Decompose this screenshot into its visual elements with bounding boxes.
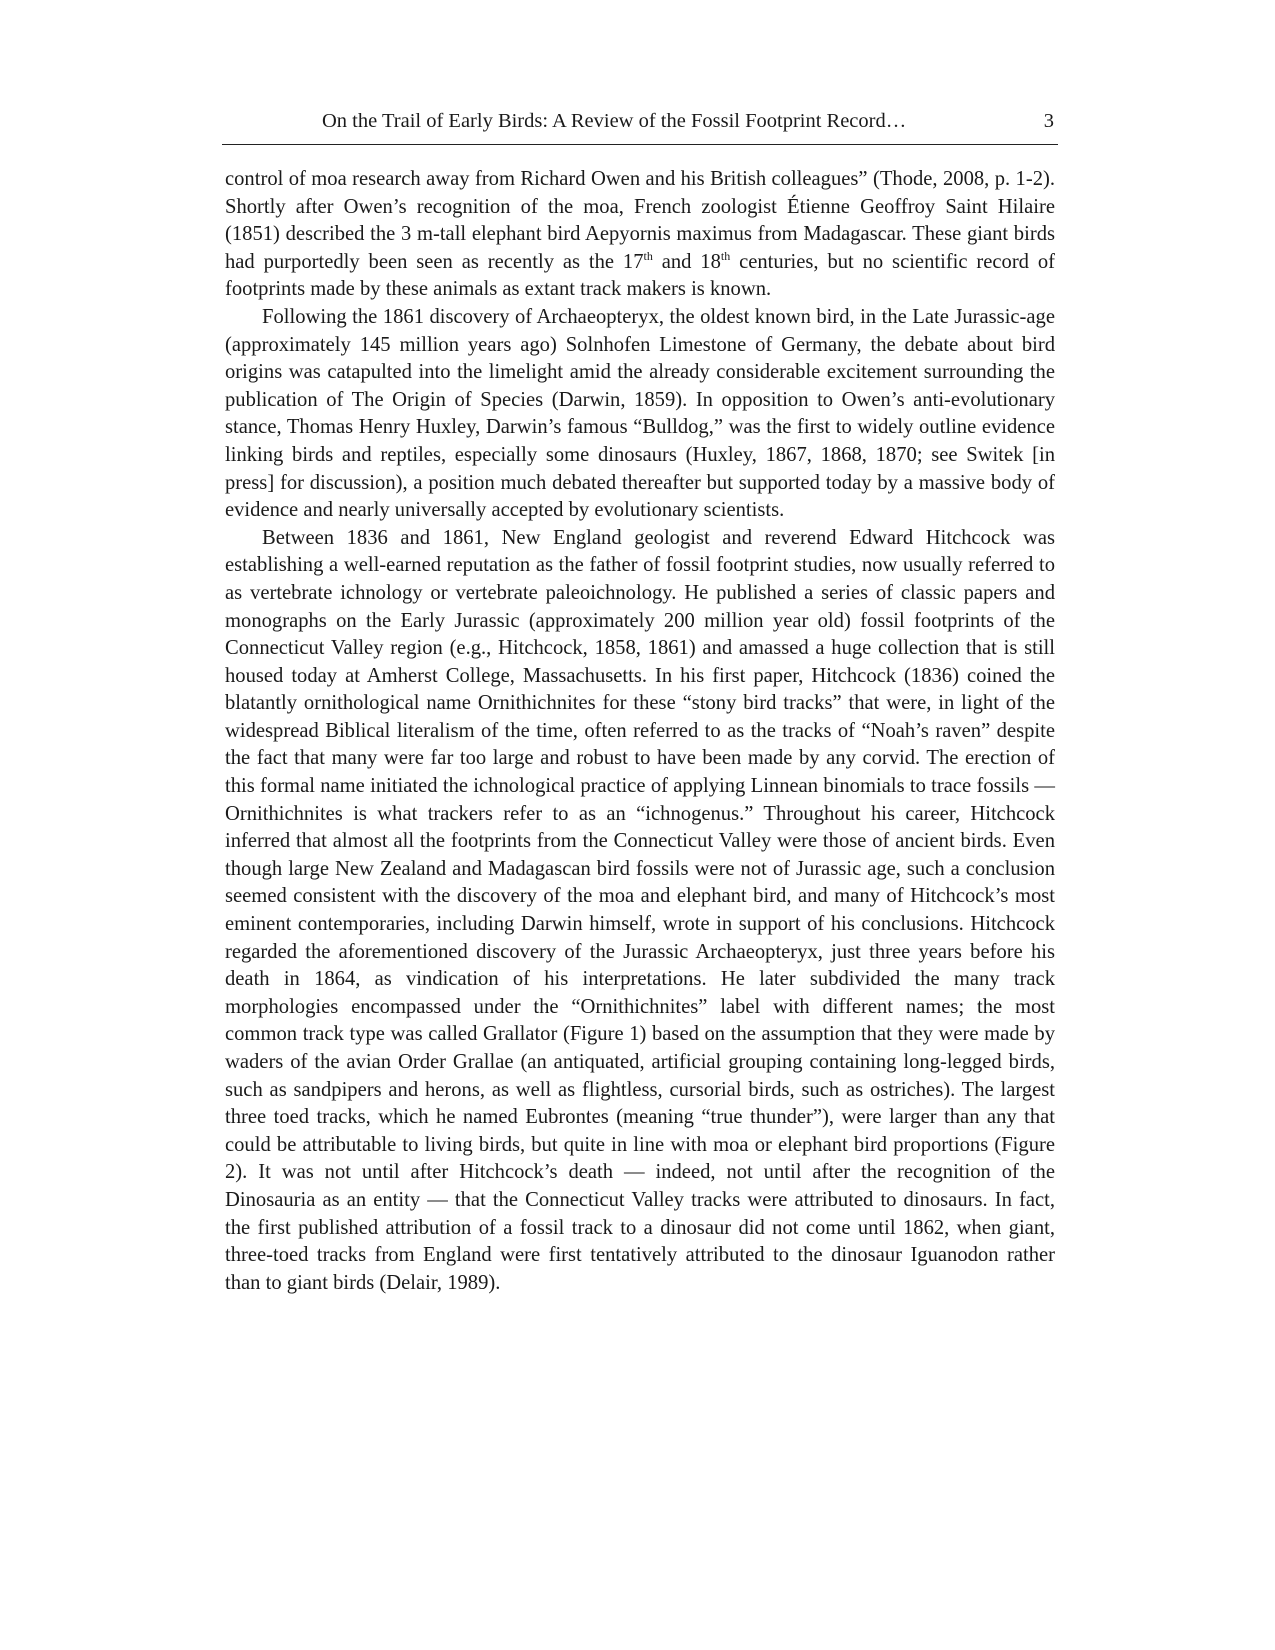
paragraph-1 — [225, 166, 1055, 304]
superscript-th: th — [643, 248, 653, 263]
paragraph-1-text-c: centuries, but no scientific record of footprints made by these animals as extant track makers is known. — [225, 250, 1055, 301]
running-header — [222, 108, 1058, 145]
paragraph-3: Between 1836 and 1861, New England geologist and reverend Edward Hitchcock was establishing a well-earned reputation as the father of fossil footprint studies, now usually referred to as vertebrate ichnology or vertebrate paleoichnology. He published a series of classic papers and monographs on the Early Jurassic (approximately 200 million year old) fossil footprints of the Connecticut Valley region (e.g., Hitchcock, 1858, 1861) and amassed a huge collection that is still housed today at Amherst College, Massachusetts. In his first paper, Hitchcock (1836) coined the blatantly ornithological name Ornithichnites for these “stony bird tracks” that were, in light of the widespread Biblical literalism of the time, often referred to as the tracks of “Noah’s raven” despite the fact that many were far too large and robust to have been made by any corvid. The erection of this formal name initiated the ichnological practice of applying Linnean binomials to trace fossils — Ornithichnites is what trackers refer to as an “ichnogenus.” Throughout his career, Hitchcock inferred that almost all the footprints from the Connecticut Valley were those of ancient birds. Even though large New Zealand and Madagascan bird fossils were not of Jurassic age, such a conclusion seemed consistent with the discovery of the moa and elephant bird, and many of Hitchcock’s most eminent contemporaries, including Darwin himself, wrote in support of his conclusions. Hitchcock regarded the aforementioned discovery of the Jurassic Archaeopteryx, just three years before his death in 1864, as vindication of his interpretations. He later subdivided the many track morphologies encompassed under the “Ornithichnites” label with different names; the most common track type was called Grallator (Figure 1) based on the assumption that they were made by waders of the avian Order Grallae (an antiquated, artificial grouping containing long-legged birds, such as sandpipers and herons, as well as flightless, cursorial birds, such as ostriches). The largest three toed tracks, which he named Eubrontes (meaning “true thunder”), were larger than any that could be attributable to living birds, but quite in line with moa or elephant bird proportions (Figure 2). It was not until after Hitchcock’s death — indeed, not until after the recognition of the Dinosauria as an entity — that the Connecticut Valley tracks were attributed to dinosaurs. In fact, the first published attribution of a fossil track to a dinosaur did not come until 1862, when giant, three-toed tracks from England were first tentatively attributed to the dinosaur Iguanodon rather than to giant birds (Delair, 1989). — [225, 526, 1055, 1294]
superscript-th: th — [720, 248, 731, 263]
running-title: On the Trail of Early Birds: A Review of the Fossil Footprint Record… — [322, 110, 907, 132]
paragraph-1-text-b: and 18 — [652, 250, 721, 273]
page-number: 3 — [1043, 110, 1054, 132]
paragraph-1-text-a: control of moa research away from Richard Owen and his British colleagues” (Thode, 2008, p. 1-2). Shortly after Owen’s recognition of the moa, French zoologist Étienne Geoffroy Saint Hilaire (1851) described the 3 m-tall elephant bird Aepyornis maximus from Madagascar. These giant birds had purportedly been seen as recently as the 17 — [225, 168, 1055, 273]
paragraph-2: Following the 1861 discovery of Archaeopteryx, the oldest known bird, in the Late Jurassic-age (approximately 145 million years ago) Solnhofen Limestone of Germany, the debate about bird origins was catapulted into the limelight amid the already considerable excitement surrounding the publication of The Origin of Species (Darwin, 1859). In opposition to Owen’s anti-evolutionary stance, Thomas Henry Huxley, Darwin’s famous “Bulldog,” was the first to widely outline evidence linking birds and reptiles, especially some dinosaurs (Huxley, 1867, 1868, 1870; see Switek [in press] for discussion), a position much debated thereafter but supported today by a massive body of evidence and nearly universally accepted by evolutionary scientists. — [225, 305, 1055, 522]
body-text — [225, 166, 1055, 1297]
